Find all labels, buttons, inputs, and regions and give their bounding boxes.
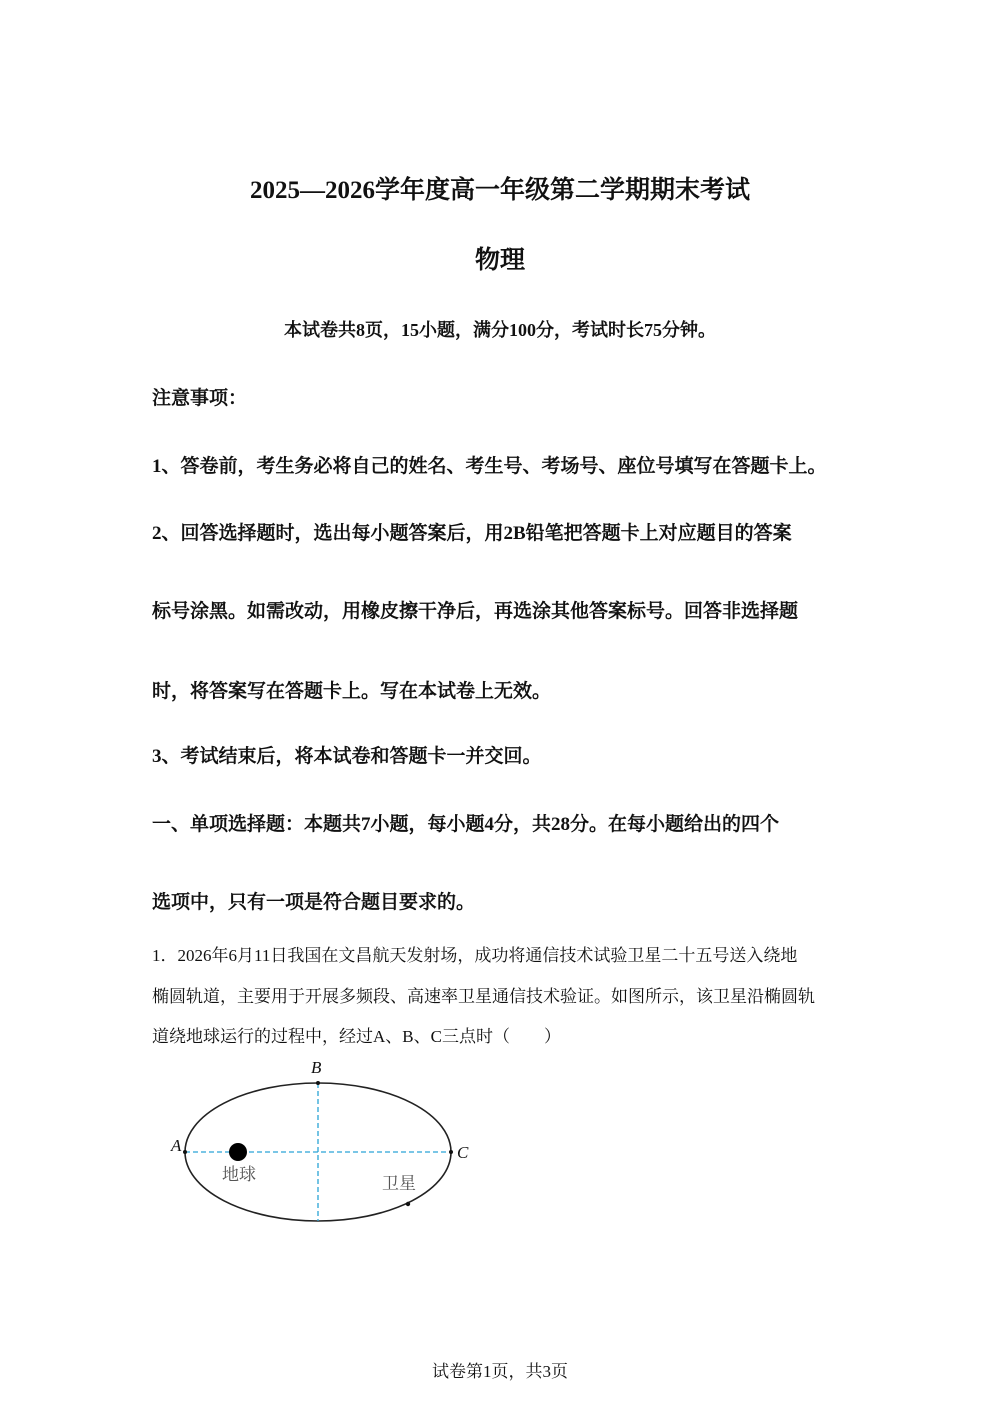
notice-item-2-line-3: 时，将答案写在答题卡上。写在本试卷上无效。	[152, 681, 552, 702]
label-satellite: 卫星	[382, 1174, 416, 1193]
question-1-line-3: 道绕地球运行的过程中，经过A、B、C三点时（ ）	[152, 1027, 561, 1046]
label-c: C	[457, 1143, 469, 1162]
point-c-dot	[449, 1150, 453, 1154]
notice-item-3: 3、考试结束后，将本试卷和答题卡一并交回。	[152, 746, 542, 767]
exam-info: 本试卷共8页，15小题，满分100分，考试时长75分钟。	[284, 320, 716, 340]
earth-icon	[229, 1143, 247, 1161]
question-1-line-2: 椭圆轨道，主要用于开展多频段、高速率卫星通信技术验证。如图所示，该卫星沿椭圆轨	[152, 987, 815, 1006]
section-1-heading-line-2: 选项中，只有一项是符合题目要求的。	[152, 892, 476, 913]
question-1-line-1: 1．2026年6月11日我国在文昌航天发射场，成功将通信技术试验卫星二十五号送入绕地	[152, 946, 798, 965]
label-a: A	[171, 1136, 182, 1155]
page-footer: 试卷第1页，共3页	[432, 1362, 568, 1381]
section-1-heading-line-1: 一、单项选择题：本题共7小题，每小题4分，共28分。在每小题给出的四个	[152, 814, 780, 835]
point-a-dot	[183, 1150, 187, 1154]
notice-item-2-line-2: 标号涂黑。如需改动，用橡皮擦干净后，再选涂其他答案标号。回答非选择题	[152, 601, 799, 622]
notice-item-1: 1、答卷前，考生务必将自己的姓名、考生号、考场号、座位号填写在答题卡上。	[152, 456, 827, 477]
satellite-dot	[406, 1202, 410, 1206]
notice-item-2-line-1: 2、回答选择题时，选出每小题答案后，用2B铅笔把答题卡上对应题目的答案	[152, 523, 792, 544]
label-b: B	[311, 1058, 322, 1077]
point-b-dot	[316, 1081, 320, 1085]
exam-subject: 物理	[474, 247, 525, 274]
label-earth: 地球	[222, 1165, 256, 1184]
notice-heading: 注意事项：	[152, 388, 248, 409]
exam-title: 2025—2026学年度高一年级第二学期期末考试	[249, 177, 750, 204]
orbit-figure	[160, 1052, 490, 1232]
